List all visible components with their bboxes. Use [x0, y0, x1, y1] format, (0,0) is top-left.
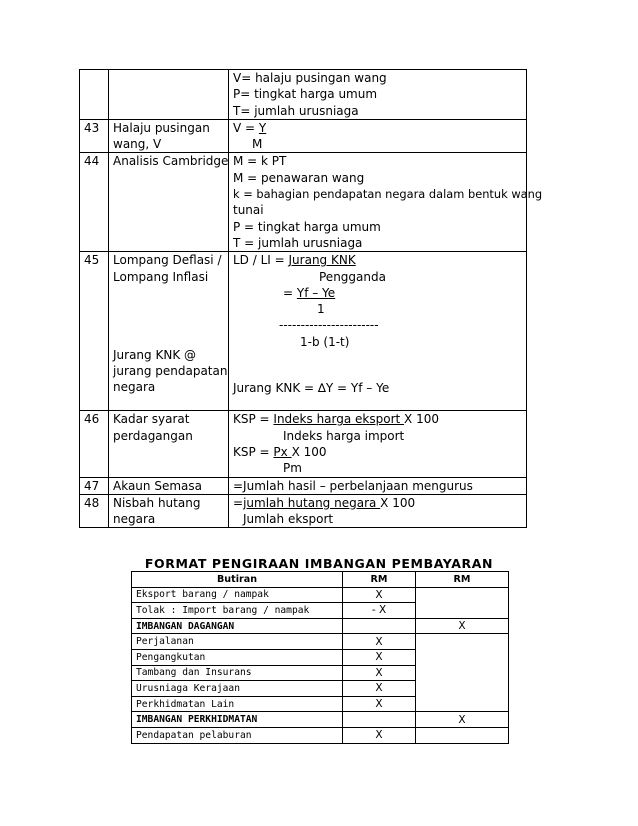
row-formula	[229, 411, 527, 477]
formula-table	[79, 69, 543, 528]
table-header-row	[132, 572, 509, 588]
formula-text: =	[233, 495, 244, 510]
row-number: 46	[80, 411, 109, 477]
row-label: Tolak : Import barang / nampak	[132, 603, 343, 619]
table-row	[80, 494, 527, 528]
table-row	[80, 411, 527, 477]
formula-denominator: Pm	[283, 461, 302, 476]
formula-line: k = bahagian pendapatan negara dalam bentuk wang	[233, 187, 543, 202]
rm-value-2	[416, 665, 509, 681]
row-formula	[229, 477, 527, 494]
formula-line: V= halaju pusingan wang	[233, 71, 387, 85]
table-row	[80, 252, 527, 411]
row-term	[109, 477, 229, 494]
row-label: IMBANGAN DAGANGAN	[132, 618, 343, 634]
row-label: Tambang dan Insurans	[132, 665, 343, 681]
formula-line: T = jumlah urusniaga	[233, 235, 363, 250]
formula-text: X 100	[291, 444, 327, 459]
formula-denominator: Jumlah eksport	[243, 512, 334, 527]
row-term	[109, 494, 229, 528]
formula-denominator: M	[252, 137, 263, 152]
formula-line: Jurang KNK = ∆Y = Yf – Ye	[233, 381, 390, 396]
rm-value-1	[343, 618, 416, 634]
rm-value-1: X	[343, 634, 416, 650]
row-number: 43	[80, 119, 109, 153]
rm-value-1: X	[343, 681, 416, 697]
term-line: negara	[113, 380, 156, 395]
rm-value-1: X	[343, 696, 416, 712]
table-row	[132, 649, 509, 665]
formula-line: =Jumlah hasil – perbelanjaan mengurus	[233, 478, 473, 493]
row-label: Perjalanan	[132, 634, 343, 650]
row-term	[109, 153, 229, 252]
formula-denominator: Pengganda	[319, 269, 386, 284]
formula-text: V =	[233, 120, 259, 135]
row-formula	[229, 70, 527, 120]
formula-numerator: Yf – Ye	[296, 285, 336, 300]
term-line: Jurang KNK @	[113, 347, 196, 362]
table-row	[132, 665, 509, 681]
rm-value-2: X	[416, 712, 509, 728]
row-term	[109, 411, 229, 477]
header-rm-1: RM	[343, 572, 416, 588]
rm-value-2	[416, 649, 509, 665]
rm-value-1: X	[343, 665, 416, 681]
term-line: Kadar syarat	[113, 412, 190, 427]
formula-line	[233, 252, 526, 268]
rm-value-2	[416, 603, 509, 619]
row-label: Pendapatan pelaburan	[132, 727, 343, 743]
table-row	[132, 727, 509, 743]
rm-value-2	[416, 727, 509, 743]
formula-text: X 100	[404, 412, 439, 427]
formula-line: P = tingkat harga umum	[233, 219, 381, 234]
rm-value-2	[416, 681, 509, 697]
row-number	[80, 70, 109, 120]
row-formula	[229, 153, 543, 252]
formula-text: =	[283, 285, 297, 300]
rm-value-1	[343, 712, 416, 728]
table-row	[80, 119, 527, 153]
table-row	[132, 712, 509, 728]
formula-line: M = k PT	[233, 154, 287, 169]
rm-value-2	[416, 587, 509, 603]
formula-text: 1	[317, 302, 325, 317]
rm-value-1: - X	[343, 603, 416, 619]
table-row	[80, 153, 527, 252]
rm-value-2: X	[416, 618, 509, 634]
table-row	[132, 634, 509, 650]
table-row	[132, 587, 509, 603]
rm-value-1: X	[343, 649, 416, 665]
header-butiran: Butiran	[132, 572, 343, 588]
row-label: Perkhidmatan Lain	[132, 696, 343, 712]
formula-line	[233, 285, 526, 301]
term-line: Lompang Deflasi /	[113, 253, 222, 268]
formula-text: X 100	[380, 495, 416, 510]
formula-numerator: jumlah hutang negara	[243, 495, 381, 510]
formula-line: T= jumlah urusniaga	[233, 103, 359, 118]
table-row	[132, 681, 509, 697]
formula-denominator: Indeks harga import	[283, 428, 405, 443]
formula-line	[233, 495, 526, 511]
formula-line: tunai	[233, 203, 264, 218]
row-label: Urusniaga Kerajaan	[132, 681, 343, 697]
table-row	[80, 70, 527, 120]
formula-line	[233, 120, 526, 136]
formula-numerator: Jurang KNK	[288, 253, 356, 268]
rm-value-1: X	[343, 587, 416, 603]
row-formula	[229, 494, 527, 528]
table-row	[132, 603, 509, 619]
fraction-line: -----------------------	[279, 318, 379, 333]
term-line: perdagangan	[113, 428, 193, 443]
formula-line: P= tingkat harga umum	[233, 87, 378, 102]
row-term	[109, 252, 229, 411]
formula-text: KSP =	[233, 412, 274, 427]
formula-text: LD / LI =	[233, 253, 289, 268]
term-line: wang, V	[113, 137, 162, 152]
formula-numerator: Indeks harga eksport	[273, 412, 405, 427]
row-number: 47	[80, 477, 109, 494]
row-formula	[229, 252, 527, 411]
formula-numerator: Y	[258, 120, 267, 135]
row-label: Eksport barang / nampak	[132, 587, 343, 603]
balance-of-payments-table	[131, 571, 509, 744]
formula-line	[233, 444, 526, 460]
row-number: 45	[80, 252, 109, 411]
header-rm-2: RM	[416, 572, 509, 588]
table-row	[132, 696, 509, 712]
formula-numerator: Px	[273, 444, 292, 459]
row-label: IMBANGAN PERKHIDMATAN	[132, 712, 343, 728]
term-line: Analisis Cambridge	[113, 154, 229, 169]
row-number: 44	[80, 153, 109, 252]
term-line: Halaju pusingan	[113, 120, 210, 135]
rm-value-2	[416, 634, 509, 650]
formula-line: M = penawaran wang	[233, 170, 365, 185]
formula-line	[233, 411, 526, 427]
formula-denominator: 1-b (1-t)	[300, 334, 350, 349]
rm-value-2	[416, 696, 509, 712]
term-line: Lompang Inflasi	[113, 269, 209, 284]
row-number: 48	[80, 494, 109, 528]
rm-value-1: X	[343, 727, 416, 743]
format-title: FORMAT PENGIRAAN IMBANGAN PEMBAYARAN	[144, 556, 494, 571]
row-term	[109, 119, 229, 153]
term-line: negara	[113, 512, 156, 527]
formula-text: KSP =	[233, 444, 274, 459]
row-formula	[229, 119, 527, 153]
table-row	[132, 618, 509, 634]
row-term	[109, 70, 229, 120]
term-line: jurang pendapatan	[113, 364, 228, 379]
term-line: Akaun Semasa	[113, 478, 202, 493]
row-label: Pengangkutan	[132, 649, 343, 665]
term-line: Nisbah hutang	[113, 495, 201, 510]
table-row	[80, 477, 527, 494]
